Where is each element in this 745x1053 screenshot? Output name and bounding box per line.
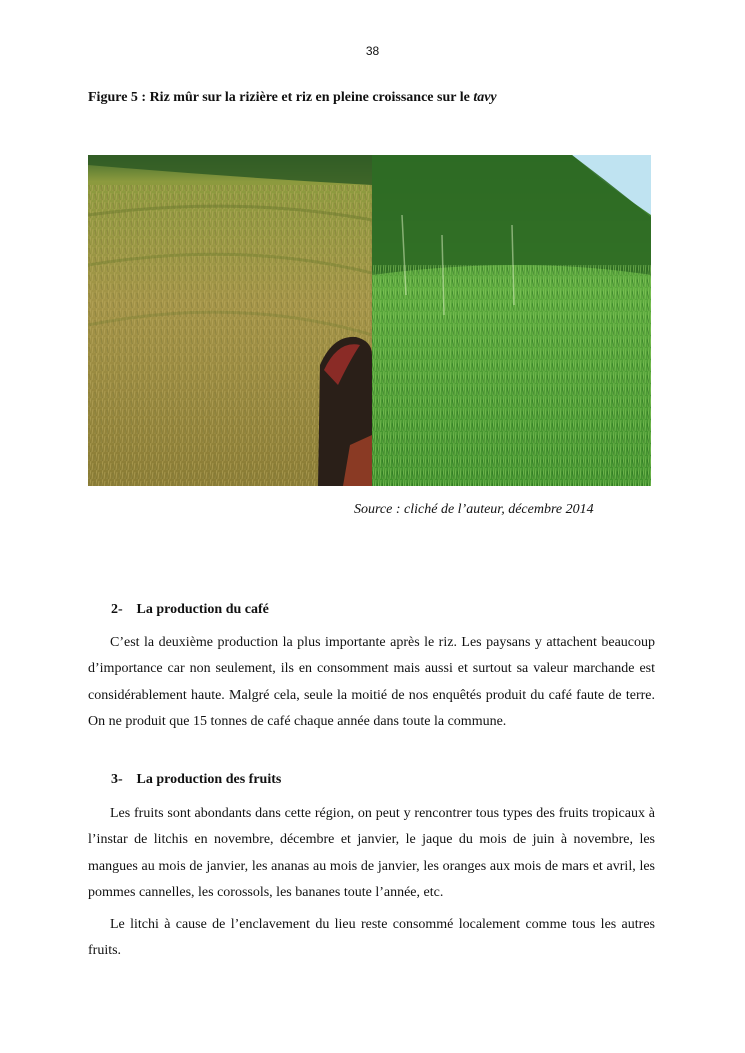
- figure-caption: [88, 90, 497, 106]
- section-title: La production des fruits: [136, 772, 282, 787]
- section-number: 3-: [111, 772, 123, 787]
- figure-source: Source : cliché de l’auteur, décembre 2014: [354, 502, 594, 517]
- figure-caption-text: Figure 5 : Riz mûr sur la rizière et riz en pleine croissance sur le: [88, 90, 474, 105]
- paragraph-fruits: Les fruits sont abondants dans cette région, on peut y rencontrer tous types des fruits tropicaux à l’instar de litchis en novembre, décembre et janvier, le jaque du mois de juin à novembre, les mangues au mois de janvier, les ananas au mois de janvier, les oranges aux mois de mars et avril, les pommes cannelles, les corossols, les bananes toute l’année, etc.: [88, 806, 655, 900]
- ripe-rice-field-photo: [88, 155, 372, 486]
- growing-rice-tavy-photo: [372, 155, 651, 486]
- section-heading-cafe: [111, 602, 269, 618]
- section-heading-fruits: [111, 772, 281, 788]
- paragraph-litchi: Le litchi à cause de l’enclavement du lieu reste consommé localement comme tous les autres fruits.: [88, 917, 655, 959]
- section-number: 2-: [111, 602, 123, 617]
- figure-photos: [88, 155, 651, 486]
- paragraph-cafe: C’est la deuxième production la plus importante après le riz. Les paysans y attachent beaucoup d’importance car non seulement, ils en consomment mais aussi et surtout sa valeur marchande est considérablement haute. Malgré cela, seule la moitié de nos enquêtés produit du café faute de terre. On ne produit que 15 tonnes de café chaque année dans toute la commune.: [88, 635, 655, 729]
- page-number: 38: [365, 44, 380, 58]
- section-title: La production du café: [136, 602, 269, 617]
- figure-caption-italic: tavy: [473, 90, 497, 105]
